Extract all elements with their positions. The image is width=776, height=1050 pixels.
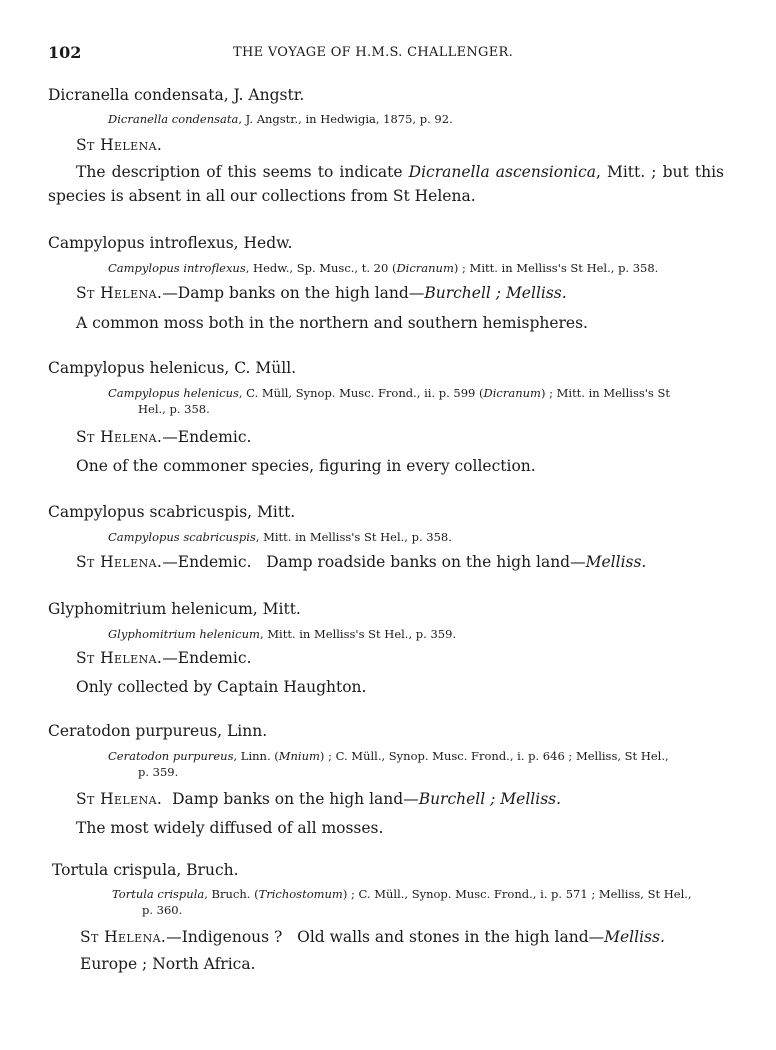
- citation-text: , C. Müll, Synop. Musc. Frond., ii. p. 599 (: [238, 386, 484, 400]
- citation: [108, 260, 728, 276]
- page-header: [48, 43, 728, 65]
- collectors: Burchell ; Melliss.: [418, 790, 562, 808]
- species-name: Campylopus introflexus, Hedw.: [48, 234, 293, 252]
- locality-text: —Endemic.: [162, 428, 252, 446]
- note-paragraph: [48, 160, 724, 208]
- citation-text: , Mitt. in Melliss's St Hel., p. 359.: [259, 627, 457, 641]
- citation-continuation: Hel., p. 358.: [138, 402, 210, 416]
- locality-line: [76, 136, 162, 154]
- citation-genus: Dicranum: [483, 386, 541, 400]
- citation-genus: Trichostomum: [258, 887, 343, 901]
- locality-label: St Helena.: [76, 649, 163, 667]
- citation-text: ) ; Mitt. in Melliss's St: [540, 386, 670, 400]
- note-paragraph: Europe ; North Africa.: [80, 955, 256, 973]
- citation-continuation: p. 360.: [142, 903, 183, 917]
- species-name: Campylopus helenicus, C. Müll.: [48, 359, 297, 377]
- collectors: Melliss.: [585, 553, 647, 571]
- citation-taxon: Dicranella condensata: [108, 112, 239, 126]
- citation-taxon: Campylopus scabricuspis: [108, 530, 256, 544]
- citation-taxon: Ceratodon purpureus: [108, 749, 234, 763]
- note-paragraph: One of the commoner species, figuring in every collection.: [76, 457, 536, 475]
- locality-text: —Endemic.: [162, 649, 252, 667]
- citation-text: ) ; Mitt. in Melliss's St Hel., p. 358.: [453, 261, 659, 275]
- locality-line: [76, 790, 561, 808]
- locality-label: St Helena.: [76, 136, 163, 154]
- citation: [112, 886, 732, 918]
- locality-line: [80, 928, 665, 946]
- citation: [108, 529, 728, 545]
- citation: [108, 626, 728, 642]
- locality-label: St Helena.: [76, 284, 163, 302]
- citation-taxon: Glyphomitrium helenicum: [108, 627, 260, 641]
- note-text: The description of this seems to indicate: [76, 163, 409, 181]
- page-number: 102: [48, 43, 82, 62]
- locality-label: St Helena.: [76, 428, 163, 446]
- note-paragraph: A common moss both in the northern and southern hemispheres.: [76, 314, 588, 332]
- locality-text: —Endemic. Damp roadside banks on the high land—: [162, 553, 586, 571]
- citation-text: ) ; C. Müll., Synop. Musc. Frond., i. p. 646 ; Melliss, St Hel.,: [319, 749, 669, 763]
- note-paragraph: Only collected by Captain Haughton.: [76, 678, 367, 696]
- citation: [108, 385, 728, 417]
- citation: [108, 111, 728, 127]
- species-name: Dicranella condensata, J. Angstr.: [48, 86, 305, 104]
- collectors: Melliss.: [604, 928, 665, 946]
- citation-genus: Mnium: [278, 749, 320, 763]
- collectors: Burchell ; Melliss.: [424, 284, 567, 302]
- running-title: THE VOYAGE OF H.M.S. CHALLENGER.: [233, 45, 514, 60]
- note-paragraph: The most widely diffused of all mosses.: [76, 819, 384, 837]
- locality-text: Damp banks on the high land—: [162, 790, 419, 808]
- citation: [108, 748, 728, 780]
- locality-line: [76, 649, 251, 667]
- species-name: Glyphomitrium helenicum, Mitt.: [48, 600, 301, 618]
- locality-line: [76, 428, 251, 446]
- locality-text: —Damp banks on the high land—: [162, 284, 425, 302]
- locality-label: St Helena.: [80, 928, 167, 946]
- note-taxon: Dicranella ascensionica: [408, 163, 596, 181]
- species-name: Tortula crispula, Bruch.: [52, 861, 239, 879]
- note-text: , Mitt. ; but this species is absent in all our collections from St Helena.: [48, 163, 725, 205]
- citation-text: , Linn. (: [233, 749, 279, 763]
- locality-text: —Indigenous ? Old walls and stones in the high land—: [166, 928, 605, 946]
- citation-text: , Mitt. in Melliss's St Hel., p. 358.: [255, 530, 452, 544]
- locality-label: St Helena.: [76, 553, 163, 571]
- citation-taxon: Tortula crispula: [112, 887, 205, 901]
- citation-genus: Dicranum: [396, 261, 454, 275]
- citation-continuation: p. 359.: [138, 765, 179, 779]
- citation-taxon: Campylopus helenicus: [108, 386, 239, 400]
- citation-taxon: Campylopus introflexus: [108, 261, 246, 275]
- species-name: Campylopus scabricuspis, Mitt.: [48, 503, 296, 521]
- citation-text: , J. Angstr., in Hedwigia, 1875, p. 92.: [238, 112, 453, 126]
- species-name: Ceratodon purpureus, Linn.: [48, 722, 268, 740]
- citation-text: ) ; C. Müll., Synop. Musc. Frond., i. p. 571 ; Melliss, St Hel.,: [342, 887, 692, 901]
- citation-text: , Bruch. (: [204, 887, 259, 901]
- locality-label: St Helena.: [76, 790, 163, 808]
- citation-text: , Hedw., Sp. Musc., t. 20 (: [245, 261, 397, 275]
- locality-line: [76, 284, 567, 302]
- locality-line: [76, 553, 646, 571]
